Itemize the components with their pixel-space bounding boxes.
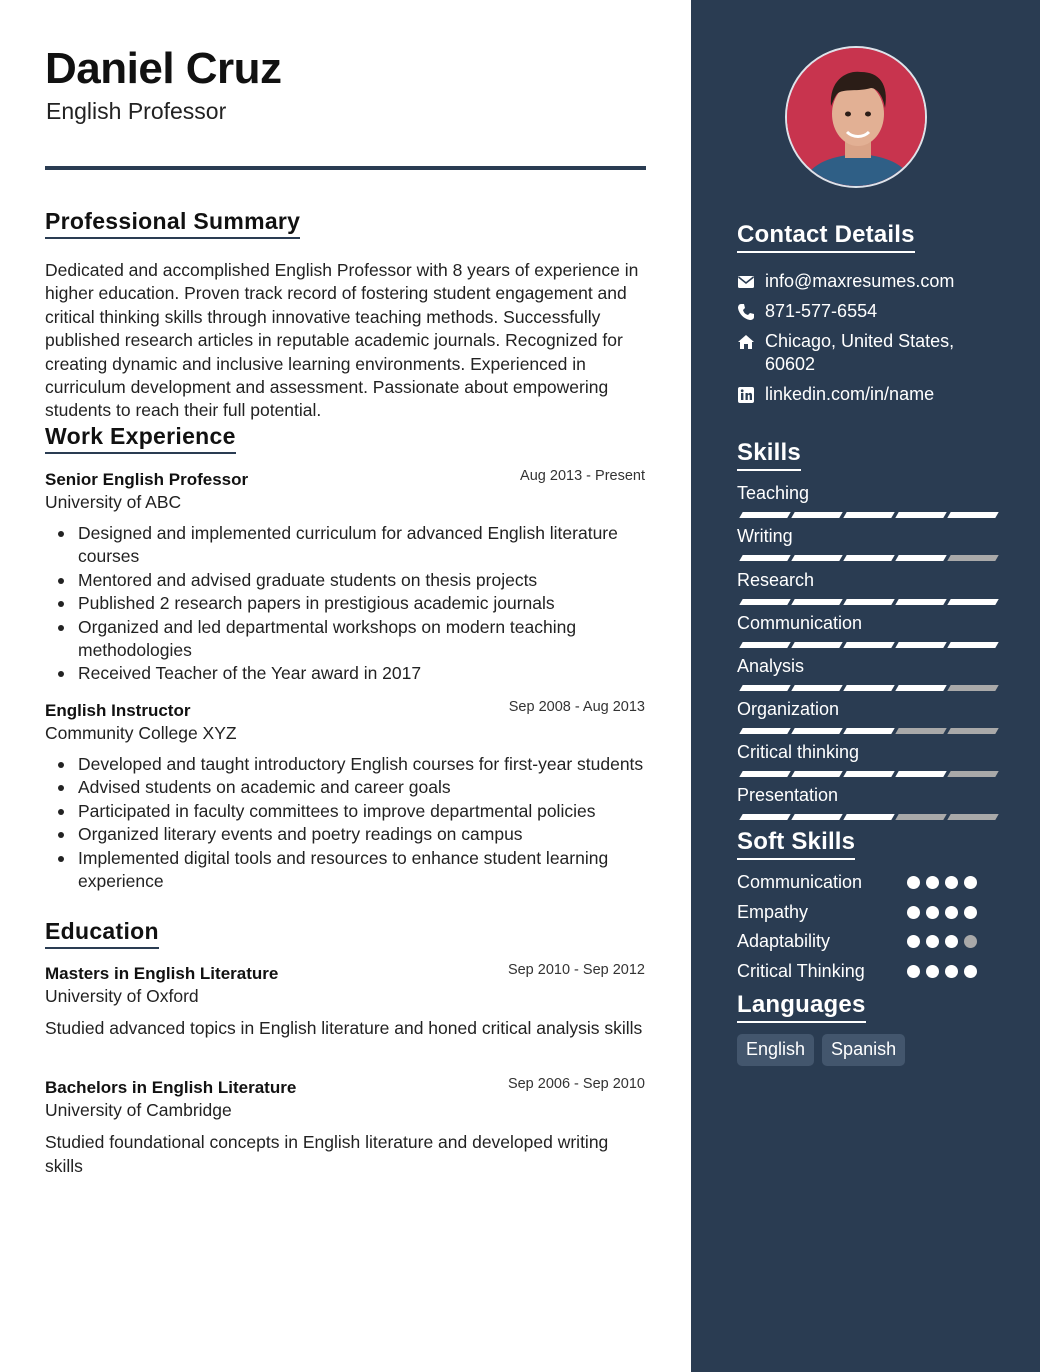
skill-label: Teaching — [737, 483, 810, 503]
list-item: Developed and taught introductory English courses for first-year students — [45, 753, 645, 776]
soft-skills-heading: Soft Skills — [737, 828, 855, 860]
skill-label: Communication — [737, 613, 863, 633]
skill-bar-segment — [843, 814, 894, 820]
job-title: Senior English Professor — [45, 470, 249, 489]
skill-bar-segment — [739, 685, 790, 691]
education-desc: Studied foundational concepts in English literature and developed writing skills — [45, 1132, 609, 1176]
soft-skill-dot — [926, 965, 939, 978]
education-entry — [45, 1078, 645, 1178]
skill-bar-segment — [739, 599, 790, 605]
skill-bar-segment — [791, 642, 842, 648]
job-bullets — [45, 522, 645, 686]
soft-skill-row — [737, 902, 987, 923]
soft-skill-dot — [926, 935, 939, 948]
skill-bar-segment — [791, 814, 842, 820]
skill-bar-segment — [739, 771, 790, 777]
soft-skill-dot — [926, 906, 939, 919]
summary-text: Dedicated and accomplished English Professor with 8 years of experience in higher education. Proven track record of fostering student engagement and critical thinking skills through innovative teaching methods. Successfully published research articles in reputable academic journals. Recognized for creating dynamic and inclusive learning environments. Experienced in curriculum development and assessment. Passionate about empowering students to reach their full potential. — [45, 260, 639, 421]
soft-skill-dots — [907, 935, 987, 949]
summary-heading: Professional Summary — [45, 208, 300, 239]
profile-photo — [785, 46, 927, 188]
soft-skill-dot — [964, 965, 977, 978]
soft-skill-dot — [964, 876, 977, 889]
education-entry — [45, 964, 645, 1040]
soft-skill-dots — [907, 965, 987, 979]
soft-skill-dot — [907, 906, 920, 919]
skill-row — [737, 570, 995, 591]
contact-heading: Contact Details — [737, 221, 915, 253]
skill-row — [737, 656, 995, 677]
soft-skill-label: Adaptability — [737, 931, 831, 951]
soft-skill-dot — [964, 935, 977, 948]
candidate-name: Daniel Cruz — [45, 44, 282, 93]
soft-skill-dot — [926, 876, 939, 889]
skill-label: Presentation — [737, 785, 839, 805]
list-item: Advised students on academic and career goals — [45, 776, 645, 799]
skill-rating-bar — [737, 555, 995, 561]
soft-skill-dot — [945, 965, 958, 978]
list-item: Designed and implemented curriculum for advanced English literature courses — [45, 522, 645, 569]
job-entry — [45, 701, 645, 893]
skill-bar-segment — [843, 728, 894, 734]
soft-skill-dot — [964, 906, 977, 919]
skill-bar-segment — [791, 512, 842, 518]
list-item: Organized literary events and poetry readings on campus — [45, 823, 645, 846]
skill-bar-segment — [895, 555, 946, 561]
skill-bar-segment — [947, 599, 998, 605]
soft-skill-label: Communication — [737, 872, 863, 892]
soft-skill-row — [737, 961, 987, 982]
skill-bar-segment — [947, 555, 998, 561]
skill-bar-segment — [895, 599, 946, 605]
skills-heading: Skills — [737, 439, 801, 471]
education-desc: Studied advanced topics in English literature and honed critical analysis skills — [45, 1018, 643, 1038]
degree-title: Masters in English Literature — [45, 964, 279, 983]
soft-skill-dot — [945, 876, 958, 889]
home-icon — [737, 333, 755, 351]
skill-bar-segment — [843, 599, 894, 605]
skill-label: Organization — [737, 699, 840, 719]
candidate-role: English Professor — [46, 98, 227, 124]
job-org: Community College XYZ — [45, 723, 237, 743]
work-heading: Work Experience — [45, 423, 236, 454]
linkedin-text: linkedin.com/in/name — [765, 384, 935, 404]
soft-skill-dots — [907, 906, 987, 920]
soft-skill-dot — [907, 965, 920, 978]
skill-bar-segment — [843, 642, 894, 648]
languages-heading: Languages — [737, 991, 866, 1023]
skill-row — [737, 483, 995, 504]
list-item: Published 2 research papers in prestigious academic journals — [45, 592, 645, 615]
education-heading: Education — [45, 918, 159, 949]
skill-bar-segment — [947, 728, 998, 734]
skill-bar-segment — [895, 814, 946, 820]
skill-rating-bar — [737, 512, 995, 518]
degree-title: Bachelors in English Literature — [45, 1078, 297, 1097]
skill-row — [737, 613, 995, 634]
skill-bar-segment — [791, 728, 842, 734]
skill-rating-bar — [737, 685, 995, 691]
job-date: Sep 2008 - Aug 2013 — [508, 699, 645, 715]
skill-rating-bar — [737, 728, 995, 734]
skill-rating-bar — [737, 771, 995, 777]
skill-bar-segment — [843, 771, 894, 777]
list-item: Participated in faculty committees to improve departmental policies — [45, 800, 645, 823]
skill-rating-bar — [737, 642, 995, 648]
soft-skill-dot — [945, 935, 958, 948]
skill-bar-segment — [947, 685, 998, 691]
skill-bar-segment — [947, 642, 998, 648]
skill-bar-segment — [895, 642, 946, 648]
linkedin-icon — [737, 386, 755, 404]
skill-bar-segment — [947, 512, 998, 518]
skill-label: Critical thinking — [737, 742, 860, 762]
skill-bar-segment — [739, 555, 790, 561]
job-date: Aug 2013 - Present — [520, 468, 645, 484]
list-item: Received Teacher of the Year award in 2017 — [45, 662, 645, 685]
skill-bar-segment — [791, 685, 842, 691]
list-item: Organized and led departmental workshops on modern teaching methodologies — [45, 616, 645, 663]
email-text: info@maxresumes.com — [765, 271, 955, 291]
soft-skill-dot — [907, 876, 920, 889]
skill-bar-segment — [843, 555, 894, 561]
skill-bar-segment — [843, 685, 894, 691]
education-date: Sep 2010 - Sep 2012 — [507, 962, 645, 978]
skill-row — [737, 742, 995, 763]
education-date: Sep 2006 - Sep 2010 — [507, 1076, 645, 1092]
skill-bar-segment — [895, 512, 946, 518]
list-item: Implemented digital tools and resources to enhance student learning experience — [45, 847, 645, 894]
soft-skill-label: Critical Thinking — [737, 961, 865, 981]
skill-bar-segment — [739, 512, 790, 518]
soft-skill-label: Empathy — [737, 902, 809, 922]
language-tag: Spanish — [822, 1034, 905, 1066]
skill-label: Analysis — [737, 656, 805, 676]
job-org: University of ABC — [45, 492, 182, 512]
envelope-icon — [737, 273, 755, 291]
skill-rating-bar — [737, 814, 995, 820]
address-text: Chicago, United States, 60602 — [765, 331, 955, 374]
skill-row — [737, 785, 995, 806]
skill-bar-segment — [739, 814, 790, 820]
language-list — [737, 1034, 905, 1066]
skill-bar-segment — [895, 685, 946, 691]
school-name: University of Oxford — [45, 986, 199, 1006]
school-name: University of Cambridge — [45, 1100, 232, 1120]
list-item: Mentored and advised graduate students on thesis projects — [45, 569, 645, 592]
phone-icon — [737, 303, 755, 321]
skill-bar-segment — [791, 599, 842, 605]
soft-skill-row — [737, 931, 987, 952]
skill-bar-segment — [895, 728, 946, 734]
skill-bar-segment — [843, 512, 894, 518]
soft-skill-dot — [945, 906, 958, 919]
job-title: English Instructor — [45, 701, 191, 720]
job-bullets — [45, 753, 645, 893]
skill-bar-segment — [739, 642, 790, 648]
skill-label: Writing — [737, 526, 793, 546]
job-entry — [45, 470, 645, 686]
skill-bar-segment — [791, 555, 842, 561]
soft-skill-dots — [907, 876, 987, 890]
header-divider — [45, 166, 646, 170]
skill-label: Research — [737, 570, 815, 590]
soft-skill-row — [737, 872, 987, 893]
soft-skill-dot — [907, 935, 920, 948]
skill-bar-segment — [947, 814, 998, 820]
skill-bar-segment — [791, 771, 842, 777]
skill-row — [737, 526, 995, 547]
skill-row — [737, 699, 995, 720]
avatar-portrait-icon — [787, 48, 927, 188]
language-tag: English — [737, 1034, 814, 1066]
skill-bar-segment — [739, 728, 790, 734]
skill-bar-segment — [895, 771, 946, 777]
skill-rating-bar — [737, 599, 995, 605]
skill-bar-segment — [947, 771, 998, 777]
phone-text: 871-577-6554 — [765, 301, 878, 321]
